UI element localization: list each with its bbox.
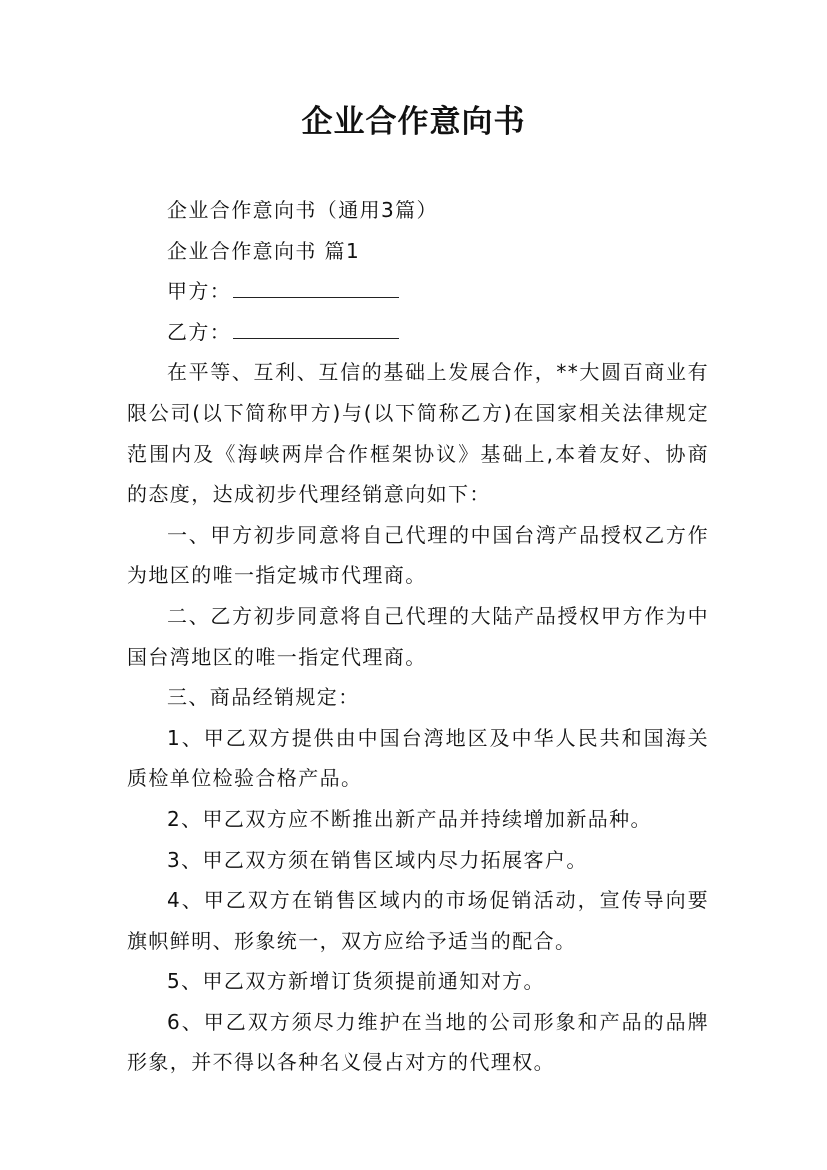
party-b-line	[127, 312, 709, 353]
party-a-blank	[233, 279, 399, 298]
paragraph-item-2: 2、甲乙双方应不断推出新产品并持续增加新品种。	[167, 806, 652, 831]
paragraph-item-1: 1、甲乙双方提供由中国台湾地区及中华人民共和国海关质检单位检验合格产品。	[127, 725, 709, 791]
party-b-blank	[233, 320, 399, 339]
paragraph-clause-1: 一、甲方初步同意将自己代理的中国台湾产品授权乙方作为地区的唯一指定城市代理商。	[127, 522, 709, 588]
document-subtitle: 企业合作意向书（通用3篇）	[167, 198, 438, 222]
section-heading: 企业合作意向书 篇1	[167, 238, 361, 263]
paragraph-item-3: 3、甲乙双方须在销售区域内尽力拓展客户。	[167, 847, 588, 872]
paragraph-clause-3: 三、商品经销规定：	[167, 685, 360, 710]
paragraph-clause-2: 二、乙方初步同意将自己代理的大陆产品授权甲方作为中国台湾地区的唯一指定代理商。	[127, 603, 709, 669]
party-a-label: 甲方：	[167, 279, 232, 304]
document-title: 企业合作意向书	[301, 104, 526, 140]
paragraph-item-6: 6、甲乙双方须尽力维护在当地的公司形象和产品的品牌形象，并不得以各种名义侵占对方的代理权。	[127, 1009, 709, 1075]
paragraph-intro: 在平等、互利、互信的基础上发展合作，**大圆百商业有限公司(以下简称甲方)与(以下简称乙方)在国家相关法律规定范围内及《海峡两岸合作框架协议》基础上,本着友好、协商的态度，达成初步代理经销意向如下：	[127, 360, 709, 507]
document-body	[127, 190, 709, 1083]
paragraph-item-5: 5、甲乙双方新增订货须提前通知对方。	[167, 969, 545, 994]
paragraph-item-4: 4、甲乙双方在销售区域内的市场促销活动，宣传导向要旗帜鲜明、形象统一，双方应给予适当的配合。	[127, 888, 709, 953]
party-a-line	[127, 271, 709, 312]
party-b-label: 乙方：	[167, 319, 232, 344]
